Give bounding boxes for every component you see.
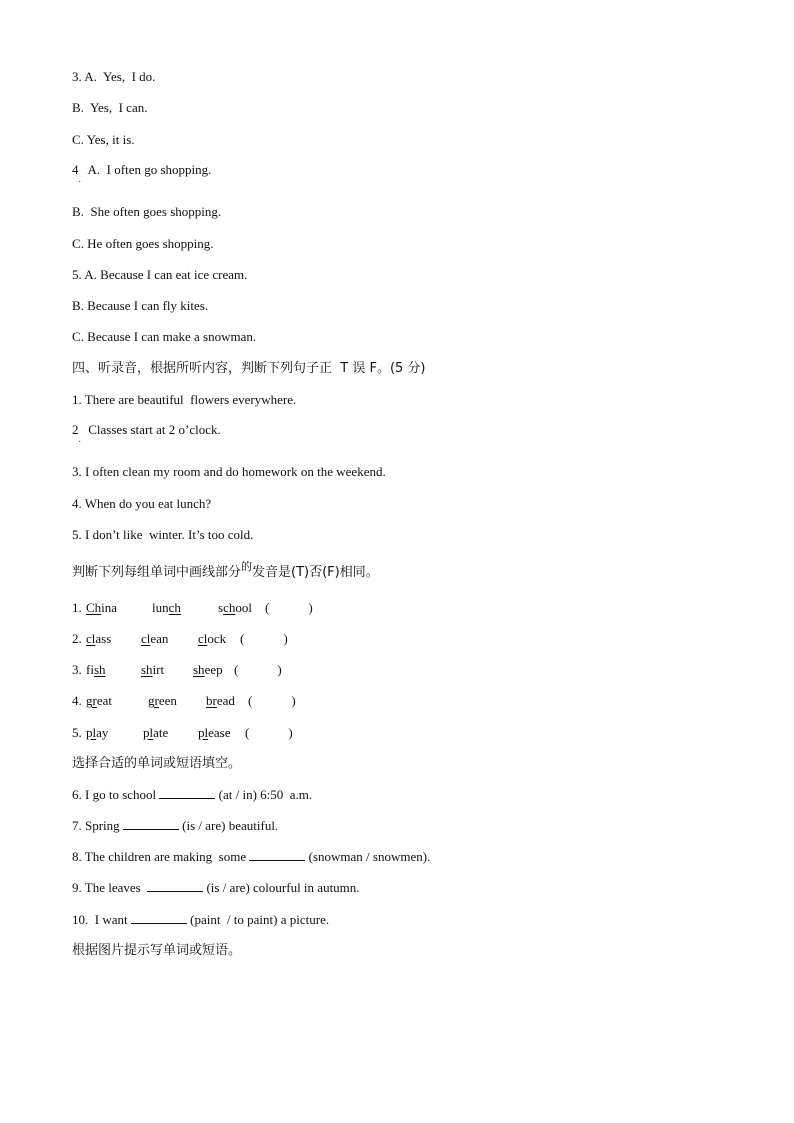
- phonics-word-part: een: [158, 693, 177, 708]
- answer-blank[interactable]: [131, 912, 187, 924]
- answer-blank[interactable]: [159, 787, 215, 799]
- phonics-underlined-part: sh: [93, 662, 106, 677]
- phonics-word-part: ean: [150, 631, 169, 646]
- phonics-word: [86, 631, 111, 647]
- fill-item-text: 10. I want: [72, 912, 131, 927]
- section4-item-2: 2 Classes start at 2 o’clock.: [72, 422, 221, 437]
- phonics-row-number: 4.: [72, 693, 82, 708]
- fill-item: [72, 849, 430, 865]
- phonics-word: [193, 662, 223, 678]
- section4-item-4: 4. When do you eat lunch?: [72, 496, 212, 511]
- section4-title: 四、听录音，根据所听内容，判断下列句子正 T 误 F。(5 分): [72, 361, 426, 376]
- phonics-underlined-part: ch: [168, 600, 181, 615]
- phonics-title: [72, 560, 379, 581]
- phonics-word: [86, 725, 108, 741]
- phonics-word-part: fi: [86, 662, 94, 677]
- q5-option-b: B. Because I can fly kites.: [72, 298, 209, 313]
- q5-option-a: 5. A. Because I can eat ice cream.: [72, 267, 248, 282]
- phonics-underlined-part: cl: [86, 631, 96, 646]
- fill-title: 选择合适的单词或短语填空。: [72, 756, 242, 771]
- phonics-underlined-part: ch: [223, 600, 236, 615]
- phonics-underlined-part: cl: [141, 631, 151, 646]
- answer-blank[interactable]: [123, 818, 179, 830]
- phonics-word: [206, 693, 235, 709]
- q4-option-c: C. He often goes shopping.: [72, 236, 214, 251]
- phonics-word-part: ool: [235, 600, 252, 615]
- phonics-word-part: ate: [153, 725, 169, 740]
- phonics-underlined-part: gr: [148, 693, 159, 708]
- answer-parentheses: ( ): [248, 693, 296, 708]
- phonics-word: [198, 725, 231, 741]
- phonics-underlined-part: gr: [86, 693, 97, 708]
- phonics-word: [218, 600, 252, 616]
- fill-item-text: 9. The leaves: [72, 880, 148, 895]
- answer-parentheses: ( ): [240, 631, 288, 646]
- answer-blank[interactable]: [249, 849, 305, 861]
- phonics-word: [152, 600, 181, 616]
- fill-item-options: (paint / to paint) a picture.: [186, 912, 330, 927]
- phonics-word: [86, 600, 117, 616]
- q4-option-a: 4 A. I often go shopping.: [72, 162, 212, 177]
- phonics-word: [86, 662, 106, 678]
- phonics-word: [198, 631, 226, 647]
- phonics-word-part: irt: [152, 662, 165, 677]
- phonics-word: [86, 693, 112, 709]
- fill-item-options: (is / are) colourful in autumn.: [203, 880, 360, 895]
- phonics-word-part: ass: [95, 631, 112, 646]
- dot-mark: ·: [78, 437, 82, 448]
- q3-option-b: B. Yes, I can.: [72, 100, 148, 115]
- phonics-title-pre: 判断下列每组单词中画线部分: [72, 565, 242, 580]
- phonics-underlined-part: pl: [198, 725, 209, 740]
- q3-option-a: 3. A. Yes, I do.: [72, 69, 156, 84]
- phonics-underlined-part: sh: [141, 662, 153, 677]
- phonics-word-part: s: [218, 600, 224, 615]
- phonics-underlined-part: br: [206, 693, 217, 708]
- section4-item-1: 1. There are beautiful flowers everywhere.: [72, 392, 297, 407]
- fill-item-text: 8. The children are making some: [72, 849, 250, 864]
- phonics-title-post: 发音是(T)否(F)相同。: [252, 565, 379, 580]
- phonics-underlined-part: cl: [198, 631, 208, 646]
- fill-item: [72, 818, 278, 834]
- fill-item-text: 6. I go to school: [72, 787, 160, 802]
- phonics-word-part: ock: [207, 631, 227, 646]
- fill-item: [72, 787, 312, 803]
- section4-item-3: 3. I often clean my room and do homework on the weekend.: [72, 464, 386, 479]
- phonics-underlined-part: pl: [143, 725, 154, 740]
- picture-title: 根据图片提示写单词或短语。: [72, 943, 242, 958]
- fill-item-text: 7. Spring: [72, 818, 123, 833]
- phonics-word-part: ina: [101, 600, 118, 615]
- phonics-row-number: 3.: [72, 662, 82, 677]
- phonics-word-part: ead: [216, 693, 235, 708]
- answer-blank[interactable]: [147, 880, 203, 892]
- answer-parentheses: ( ): [234, 662, 282, 677]
- fill-item-options: (at / in) 6:50 a.m.: [215, 787, 313, 802]
- phonics-row-number: 1.: [72, 600, 82, 615]
- q4-option-b: B. She often goes shopping.: [72, 204, 222, 219]
- phonics-word-part: ay: [96, 725, 109, 740]
- phonics-underlined-part: Ch: [86, 600, 102, 615]
- q5-option-c: C. Because I can make a snowman.: [72, 329, 257, 344]
- phonics-underlined-part: pl: [86, 725, 97, 740]
- phonics-word: [141, 662, 164, 678]
- section4-item-5: 5. I don’t like winter. It’s too cold.: [72, 527, 254, 542]
- phonics-title-sup: 的: [241, 560, 253, 573]
- fill-item: [72, 880, 360, 896]
- phonics-word-part: lun: [152, 600, 169, 615]
- phonics-word-part: ease: [208, 725, 231, 740]
- phonics-row-number: 5.: [72, 725, 82, 740]
- q3-option-c: C. Yes, it is.: [72, 132, 135, 147]
- phonics-row-number: 2.: [72, 631, 82, 646]
- fill-item: [72, 912, 329, 928]
- answer-parentheses: ( ): [245, 725, 293, 740]
- phonics-underlined-part: sh: [193, 662, 205, 677]
- phonics-word: [148, 693, 177, 709]
- dot-mark: ·: [78, 177, 82, 188]
- fill-item-options: (snowman / snowmen).: [305, 849, 431, 864]
- phonics-word-part: eat: [96, 693, 112, 708]
- answer-parentheses: ( ): [265, 600, 313, 615]
- fill-item-options: (is / are) beautiful.: [178, 818, 279, 833]
- phonics-word: [143, 725, 168, 741]
- phonics-word-part: eep: [204, 662, 223, 677]
- phonics-word: [141, 631, 168, 647]
